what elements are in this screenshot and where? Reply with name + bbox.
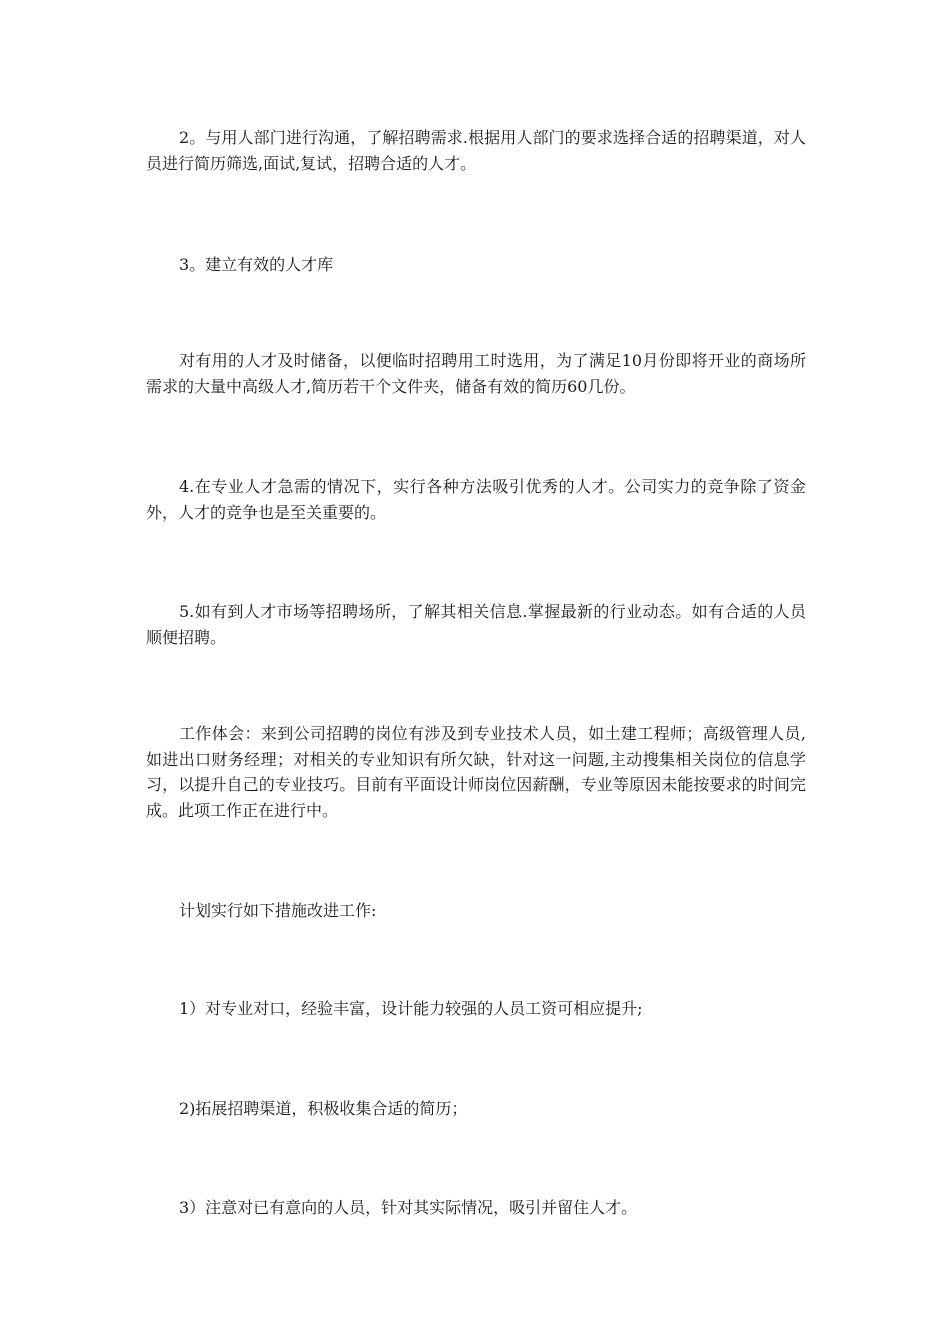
paragraph-measure-2: 2)拓展招聘渠道，积极收集合适的简历； [179,1099,468,1118]
paragraph-measure-3: 3）注意对已有意向的人员，针对其实际情况，吸引并留住人才。 [179,1198,638,1217]
paragraph-attract-talent: 4.在专业人才急需的情况下，实行各种方法吸引优秀的人才。公司实力的竞争除了资金外，人才的竞争也是至关重要的。 [146,477,806,522]
paragraph-talent-pool-heading: 3。建立有效的人才库 [179,255,334,274]
paragraph-talent-market: 5.如有到人才市场等招聘场所，了解其相关信息.掌握最新的行业动态。如有合适的人员顺便招聘。 [146,602,806,647]
paragraph-improvement-plan: 计划实行如下措施改进工作: [179,901,377,920]
paragraph-talent-reserve: 对有用的人才及时储备，以便临时招聘用工时选用，为了满足10月份即将开业的商场所需求的大量中高级人才,简历若干个文件夹，储备有效的简历60几份。 [146,351,806,396]
paragraph-recruitment-communication: 2。与用人部门进行沟通，了解招聘需求.根据用人部门的要求选择合适的招聘渠道，对人员进行简历筛选,面试,复试，招聘合适的人才。 [146,128,806,173]
paragraph-measure-1: 1）对专业对口，经验丰富，设计能力较强的人员工资可相应提升; [179,999,643,1018]
paragraph-work-experience: 工作体会：来到公司招聘的岗位有涉及到专业技术人员，如土建工程师；高级管理人员,如进出口财务经理；对相关的专业知识有所欠缺，针对这一问题,主动搜集相关岗位的信息学习，以提升自己的专业技巧。目前有平面设计师岗位因薪酬，专业等原因未能按要求的时间完成。此项工作正在进行中。 [146,724,806,820]
